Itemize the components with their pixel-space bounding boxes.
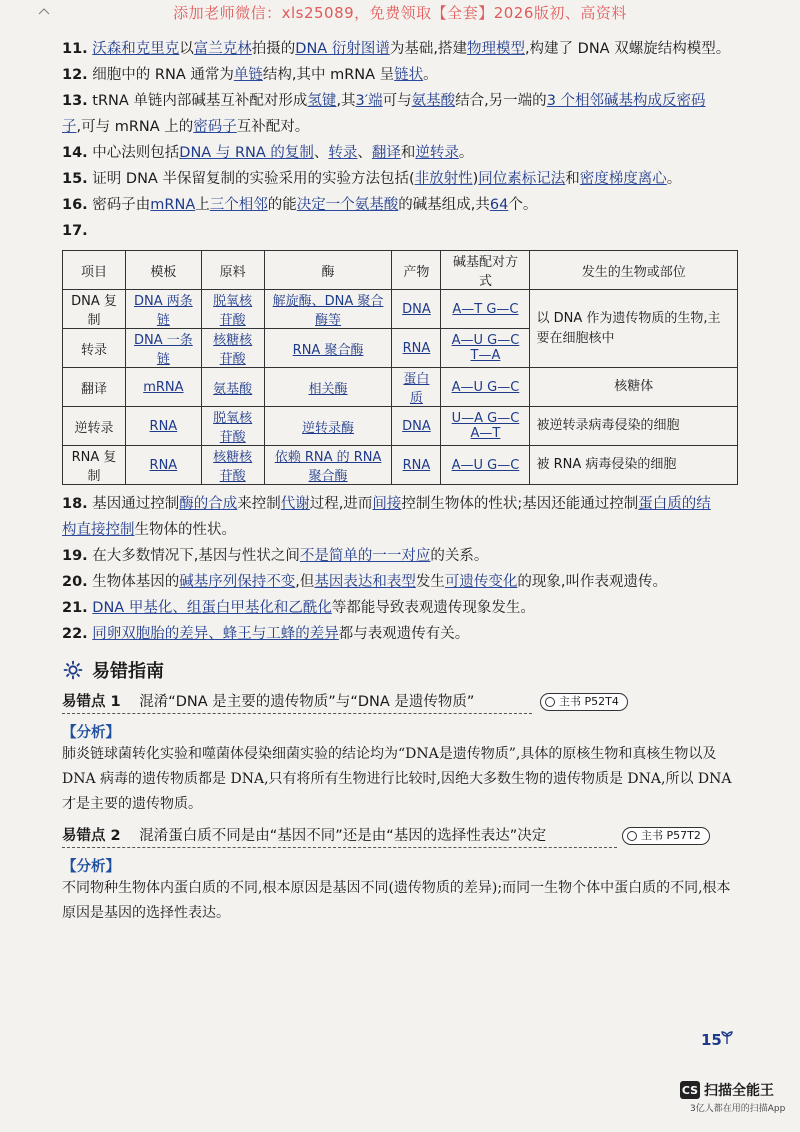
error-point-2: [62, 823, 742, 849]
answer-text: 3′端: [355, 93, 383, 109]
table-header-cell: 模板: [126, 251, 202, 290]
knowledge-item: [62, 218, 742, 244]
answer-text: 物理模型: [466, 41, 525, 57]
table-cell: 逆转录: [63, 407, 126, 446]
item-text: 互补配对。: [236, 119, 310, 135]
knowledge-item: [62, 192, 742, 218]
table-cell: 氨基酸: [201, 368, 264, 407]
item-number: 15.: [62, 171, 88, 187]
item-text: 生物体基因的: [92, 574, 180, 590]
table-cell: DNA 一条链: [126, 329, 202, 368]
answer-text: 沃森和克里克: [92, 41, 180, 57]
answer-text: 基因表达和表型: [314, 574, 416, 590]
table-cell: U—A G—C A—T: [441, 407, 530, 446]
item-number: 20.: [62, 574, 88, 590]
item-text: 的碱基组成,共: [398, 197, 490, 213]
answer-text: 间接: [372, 496, 402, 512]
scanner-slogan: 3亿人都在用的扫描App: [690, 1104, 786, 1114]
scanner-logo-icon: CS: [680, 1081, 700, 1099]
item-number: 11.: [62, 41, 88, 57]
analysis-label-2: 【分析】: [62, 859, 120, 875]
answer-text: 链状: [394, 67, 424, 83]
error-point-2-text: 混淆蛋白质不同是由“基因不同”还是由“基因的选择性表达”决定: [139, 828, 547, 844]
table-body: [63, 290, 738, 485]
item-number: 17.: [62, 223, 88, 239]
item-text: 拍摄的: [251, 41, 296, 57]
table-cell: mRNA: [126, 368, 202, 407]
answer-text: 富兰克林: [193, 41, 252, 57]
answer-text: 蛋白质的结: [638, 496, 711, 512]
answer-text: 非放射性: [414, 171, 473, 187]
item-text: 中心法则包括: [92, 145, 180, 161]
table-header-cell: 酶: [264, 251, 392, 290]
table-row: [63, 446, 738, 485]
table-header-cell: 项目: [63, 251, 126, 290]
analysis-text-2: 不同物种生物体内蛋白质的不同,根本原因是基因不同(遗传物质的差异);而同一生物个体中蛋白质的不同,根本原因是基因的选择性表达。: [62, 880, 731, 921]
item-number: 21.: [62, 600, 88, 616]
knowledge-item: [62, 517, 742, 543]
table-cell: RNA: [126, 407, 202, 446]
table-cell: 解旋酶、DNA 聚合酶等: [264, 290, 392, 329]
analysis-label-1: 【分析】: [62, 725, 120, 741]
item-text: 为基础,搭建: [389, 41, 467, 57]
knowledge-item: [62, 569, 742, 595]
table-cell: A—T G—C: [441, 290, 530, 329]
ref-tag-1: [540, 693, 628, 711]
scanner-name: 扫描全能王: [704, 1083, 774, 1099]
item-text: 。: [423, 67, 438, 83]
table-header-cell: 发生的生物或部位: [530, 251, 738, 290]
answer-text: 决定一个氨基酸: [296, 197, 399, 213]
analysis-text-1: 肺炎链球菌转化实验和噬菌体侵染细菌实验的结论均为“DNA是遗传物质”,具体的原核生物和真核生物以及 DNA 病毒的遗传物质都是 DNA,只有将所有生物进行比较时,因绝大多数生物的遗传物质是 DNA,所以 DNA 才是主要的遗传物质。: [62, 746, 732, 812]
item-number: 14.: [62, 145, 88, 161]
divider: [62, 713, 532, 714]
table-cell: A—U G—C T—A: [441, 329, 530, 368]
item-text: 在大多数情况下,基因与性状之间: [92, 548, 300, 564]
item-text: 。: [666, 171, 682, 187]
item-text: ): [472, 171, 479, 187]
table-cell: 依赖 RNA 的 RNA 聚合酶: [264, 446, 392, 485]
answer-text: 代谢: [280, 496, 310, 512]
answer-text: 酶的合成: [179, 496, 238, 512]
table-cell: 核糖核苷酸: [201, 329, 264, 368]
answer-text: 三个相邻: [209, 197, 268, 213]
item-text: 发生: [415, 574, 445, 590]
gear-icon: [62, 659, 84, 681]
item-text: 过程,进而: [309, 496, 373, 512]
table-cell: RNA 聚合酶: [264, 329, 392, 368]
item-text: 细胞中的 RNA 通常为: [92, 67, 234, 83]
item-number: 22.: [62, 626, 88, 642]
ref-tag-2-text: 主书 P57T2: [641, 829, 701, 842]
knowledge-item: [62, 621, 742, 647]
divider: [62, 847, 617, 848]
answer-text: mRNA: [150, 197, 196, 213]
item-text: 。: [458, 145, 474, 161]
knowledge-item: [62, 62, 742, 88]
item-text: ,可与 mRNA 上的: [76, 119, 194, 135]
central-dogma-table: [62, 250, 738, 485]
item-text: 的能: [267, 197, 297, 213]
table-cell: DNA: [392, 407, 441, 446]
answer-text: 64: [489, 197, 509, 213]
table-cell: 逆转录酶: [264, 407, 392, 446]
item-text: 、: [313, 145, 329, 161]
knowledge-item: [62, 595, 742, 621]
table-cell: DNA 两条链: [126, 290, 202, 329]
table-cell: 翻译: [63, 368, 126, 407]
knowledge-item: [62, 88, 742, 114]
knowledge-item: [62, 491, 742, 517]
item-text: 可与: [382, 93, 412, 109]
answer-text: 翻译: [371, 145, 401, 161]
item-text: 控制生物体的性状;基因还能通过控制: [401, 496, 639, 512]
item-text: 和: [400, 145, 416, 161]
error-point-1: [62, 689, 742, 715]
answer-text: 碱基序列保持不变: [179, 574, 296, 590]
ref-tag-1-text: 主书 P52T4: [559, 695, 619, 708]
answer-text: 单链: [233, 67, 263, 83]
answer-text: DNA 甲基化、组蛋白甲基化和乙酰化: [92, 600, 332, 616]
item-text: ,构建了 DNA 双螺旋结构模型。: [524, 41, 731, 57]
watermark: 添加老师微信：xls25089，免费领取【全套】2026版初、高资料: [173, 4, 627, 22]
table-cell: RNA: [392, 329, 441, 368]
item-text: 的现象,叫作表观遗传。: [517, 574, 668, 590]
page-number: 15: [701, 1031, 722, 1049]
table-cell-site: 以 DNA 作为遗传物质的生物,主要在细胞核中: [530, 290, 738, 368]
item-text: ,其: [336, 93, 356, 109]
answer-text: 不是简单的一一对应: [299, 548, 431, 564]
table-cell: RNA: [392, 446, 441, 485]
arrow-mark-icon: [38, 8, 50, 16]
answer-text: 同位素标记法: [478, 171, 566, 187]
magnifier-icon: [627, 831, 637, 841]
item-text: 来控制: [237, 496, 281, 512]
answer-text: 同卵双胞胎的差异、蜂王与工蜂的差异: [92, 626, 339, 642]
table-cell-site: 被 RNA 病毒侵染的细胞: [530, 446, 738, 485]
item-text: 生物体的性状。: [134, 522, 236, 538]
item-number: 12.: [62, 67, 88, 83]
answer-text: 密码子: [193, 119, 237, 135]
table-row: [63, 407, 738, 446]
table-row: [63, 368, 738, 407]
table-header-row: [63, 251, 738, 290]
page-content: [62, 36, 742, 926]
item-number: 13.: [62, 93, 88, 109]
answer-text: 逆转录: [415, 145, 459, 161]
error-point-2-label: 易错点 2: [62, 828, 121, 844]
item-text: 的关系。: [430, 548, 489, 564]
table-cell: 脱氧核苷酸: [201, 290, 264, 329]
table-cell: DNA 复制: [63, 290, 126, 329]
table-cell: 脱氧核苷酸: [201, 407, 264, 446]
knowledge-item: [62, 114, 742, 140]
leaf-icon: [719, 1030, 735, 1046]
answer-text: 3 个相邻碱基构成反密码: [546, 93, 706, 109]
item-text: 上: [195, 197, 210, 213]
magnifier-icon: [545, 697, 555, 707]
item-number: 19.: [62, 548, 88, 564]
answer-text: DNA 衍射图谱: [295, 41, 390, 57]
error-point-1-label: 易错点 1: [62, 694, 121, 710]
item-number: 18.: [62, 496, 88, 512]
table-cell: 相关酶: [264, 368, 392, 407]
item-text: 证明 DNA 半保留复制的实验采用的实验方法包括(: [92, 171, 415, 187]
knowledge-item: [62, 543, 742, 569]
item-text: 都与表观遗传有关。: [338, 626, 470, 642]
answer-text: 氢键: [307, 93, 337, 109]
item-number: 16.: [62, 197, 88, 213]
error-guide-heading: [62, 657, 742, 683]
table-cell-site: 核糖体: [530, 368, 738, 407]
item-text: 结构,其中 mRNA 呈: [262, 67, 395, 83]
knowledge-list-1: [62, 36, 742, 244]
table-cell: 转录: [63, 329, 126, 368]
table-header-cell: 碱基配对方式: [441, 251, 530, 290]
item-text: 和: [565, 171, 580, 187]
knowledge-item: [62, 36, 742, 62]
scanner-brand: [680, 1080, 774, 1100]
table-header-cell: 产物: [392, 251, 441, 290]
table-cell-site: 被逆转录病毒侵染的细胞: [530, 407, 738, 446]
table-row: [63, 290, 738, 329]
table-cell: DNA: [392, 290, 441, 329]
table-cell: RNA 复制: [63, 446, 126, 485]
answer-text: DNA 与 RNA 的复制: [179, 145, 314, 161]
error-guide-title: 易错指南: [92, 661, 164, 682]
item-text: 、: [357, 145, 372, 161]
error-point-1-text: 混淆“DNA 是主要的遗传物质”与“DNA 是遗传物质”: [139, 694, 475, 710]
answer-text: 转录: [328, 145, 358, 161]
ref-tag-2: [622, 827, 710, 845]
knowledge-item: [62, 166, 742, 192]
knowledge-list-2: [62, 491, 742, 647]
item-text: tRNA 单链内部碱基互补配对形成: [92, 93, 308, 109]
item-text: 结合,另一端的: [455, 93, 547, 109]
item-text: 密码子由: [92, 197, 151, 213]
item-text: 基因通过控制: [92, 496, 180, 512]
answer-text: 可遗传变化: [444, 574, 518, 590]
answer-text: 构直接控制: [62, 522, 135, 538]
table-cell: RNA: [126, 446, 202, 485]
answer-text: 密度梯度离心: [579, 171, 667, 187]
answer-text: 子: [62, 119, 77, 135]
item-text: 以: [179, 41, 194, 57]
item-text: 个。: [508, 197, 538, 213]
table-cell: 蛋白质: [392, 368, 441, 407]
item-text: 等都能导致表观遗传现象发生。: [331, 600, 535, 616]
knowledge-item: [62, 140, 742, 166]
table-header-cell: 原料: [201, 251, 264, 290]
table-cell: 核糖核苷酸: [201, 446, 264, 485]
table-cell: A—U G—C: [441, 446, 530, 485]
table-cell: A—U G—C: [441, 368, 530, 407]
answer-text: 氨基酸: [411, 93, 456, 109]
item-text: ,但: [295, 574, 315, 590]
